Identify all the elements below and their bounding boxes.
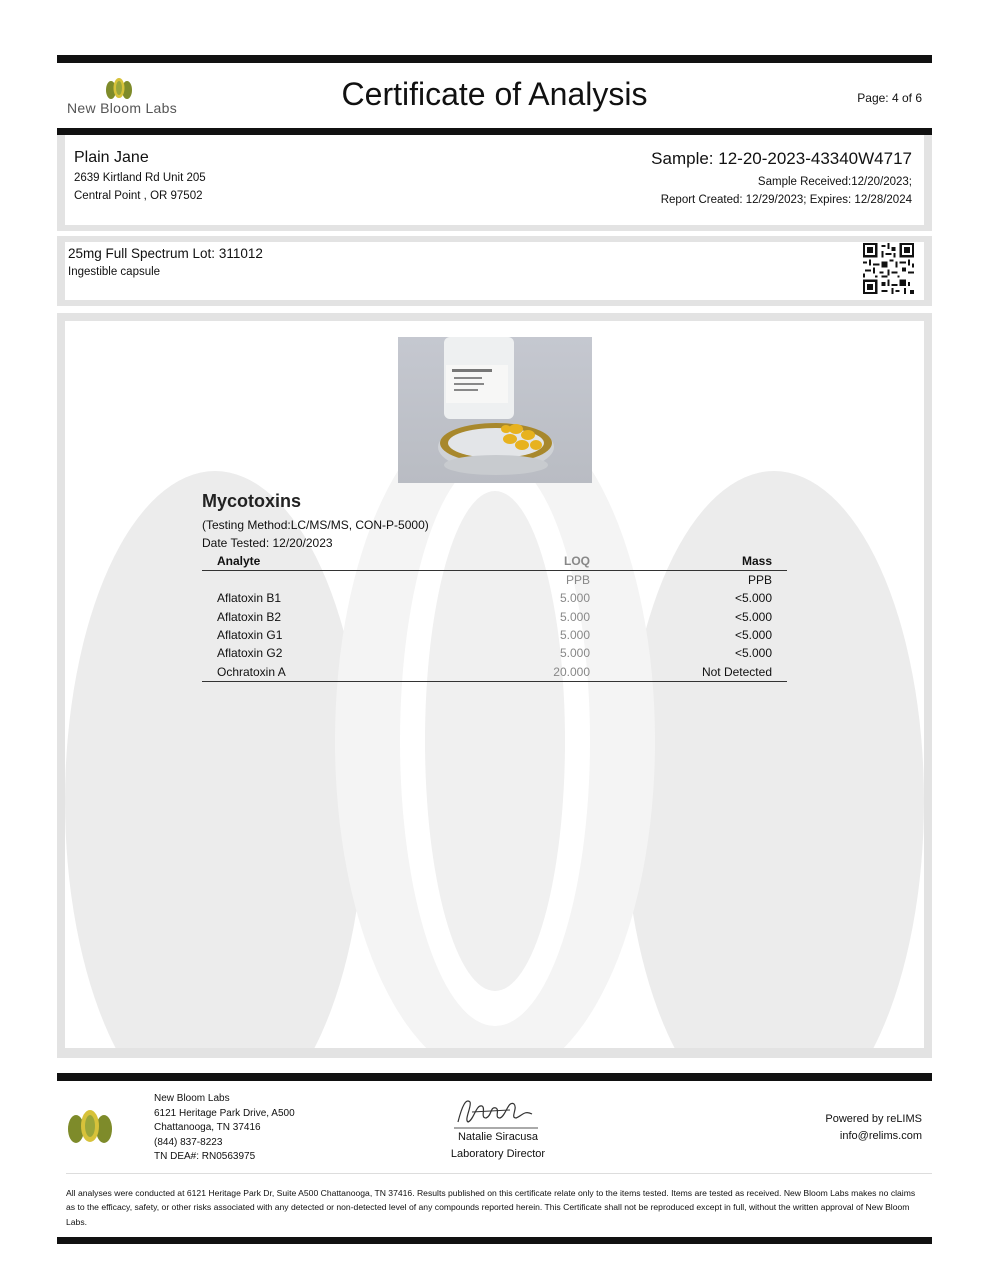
bottom-border-bar: [57, 1237, 932, 1244]
qr-code-icon: [863, 243, 914, 294]
footer-divider: [66, 1173, 932, 1174]
product-name: 25mg Full Spectrum Lot: 311012: [68, 246, 263, 261]
mass-value: <5.000: [734, 591, 772, 606]
mass-value: Not Detected: [590, 662, 787, 681]
signer-name: Natalie Siracusa: [457, 1131, 539, 1143]
analyte-name: Aflatoxin B2: [217, 609, 282, 624]
sample-id: Sample: 12-20-2023-43340W4717: [651, 149, 912, 168]
mass-unit: PPB: [747, 573, 772, 588]
testing-method: (Testing Method:LC/MS/MS, CON-P-5000): [202, 518, 429, 532]
footer-lab-dea: TN DEA#: RN0563975: [154, 1151, 256, 1162]
footer-lab-address2: Chattanooga, TN 37416: [154, 1122, 261, 1133]
logo-text: New Bloom Labs: [67, 100, 178, 116]
disclaimer-text: All analyses were conducted at 6121 Heritage Park Dr, Suite A500 Chattanooga, TN 37416. Results published on this certificate relate only to the items tested. Items are tested as received. New Bloom Labs makes no claims as to the efficacy, safety, or other risks associated with any detected or non-detected level of any compounds reported herein. This Certificate shall not be reproduced except in full, without the written approval of New Bloom Labs.: [66, 1188, 916, 1227]
mass-value: <5.000: [734, 628, 772, 643]
mass-value: <5.000: [734, 609, 772, 624]
footer-logo-icon: [66, 1106, 114, 1146]
units-row: [202, 571, 787, 590]
header-bottom-bar: [57, 128, 932, 135]
section-title: Mycotoxins: [202, 491, 302, 511]
footer-lab-address1: 6121 Heritage Park Drive, A500: [154, 1108, 295, 1119]
loq-value: 5.000: [559, 646, 590, 661]
page-title: Certificate of Analysis: [341, 76, 648, 112]
column-header-loq: LOQ: [457, 552, 590, 571]
powered-by: Powered by reLIMS: [825, 1113, 922, 1125]
column-header-mass: Mass: [590, 552, 787, 571]
footer-lab-name: New Bloom Labs: [154, 1093, 230, 1104]
analyte-name: Aflatoxin G1: [217, 628, 283, 643]
loq-value: 5.000: [559, 609, 590, 624]
table-row: [202, 608, 787, 626]
signature-image: [452, 1092, 540, 1132]
column-header-analyte: Analyte: [202, 552, 457, 571]
client-address-line2: Central Point , OR 97502: [74, 190, 203, 202]
table-row: [202, 662, 787, 681]
analyte-name: Aflatoxin G2: [217, 646, 283, 661]
loq-value: 5.000: [559, 591, 590, 606]
product-photo: [398, 337, 592, 483]
loq-value: 20.000: [457, 662, 590, 681]
table-header-row: [202, 552, 787, 571]
top-border-bar: [57, 55, 932, 63]
footer-lab-phone: (844) 837-8223: [154, 1137, 223, 1148]
results-table: [202, 552, 787, 682]
client-address-line1: 2639 Kirtland Rd Unit 205: [74, 172, 206, 184]
table-row: [202, 589, 787, 607]
analyte-name: Aflatoxin B1: [217, 591, 282, 606]
date-tested: Date Tested: 12/20/2023: [202, 536, 333, 550]
analyte-name: Ochratoxin A: [202, 662, 457, 681]
sample-received: Sample Received:12/20/2023;: [757, 176, 912, 188]
mass-value: <5.000: [734, 646, 772, 661]
powered-email: info@relims.com: [839, 1130, 922, 1142]
loq-unit: PPB: [565, 573, 590, 588]
table-row: [202, 626, 787, 644]
report-dates: Report Created: 12/29/2023; Expires: 12/28/2024: [660, 194, 912, 206]
page-number: Page: 4 of 6: [857, 91, 922, 105]
footer-top-bar: [57, 1073, 932, 1081]
client-name: Plain Jane: [74, 149, 149, 166]
loq-value: 5.000: [559, 628, 590, 643]
table-row: [202, 644, 787, 662]
product-type: Ingestible capsule: [68, 266, 161, 278]
signer-role: Laboratory Director: [450, 1148, 546, 1160]
